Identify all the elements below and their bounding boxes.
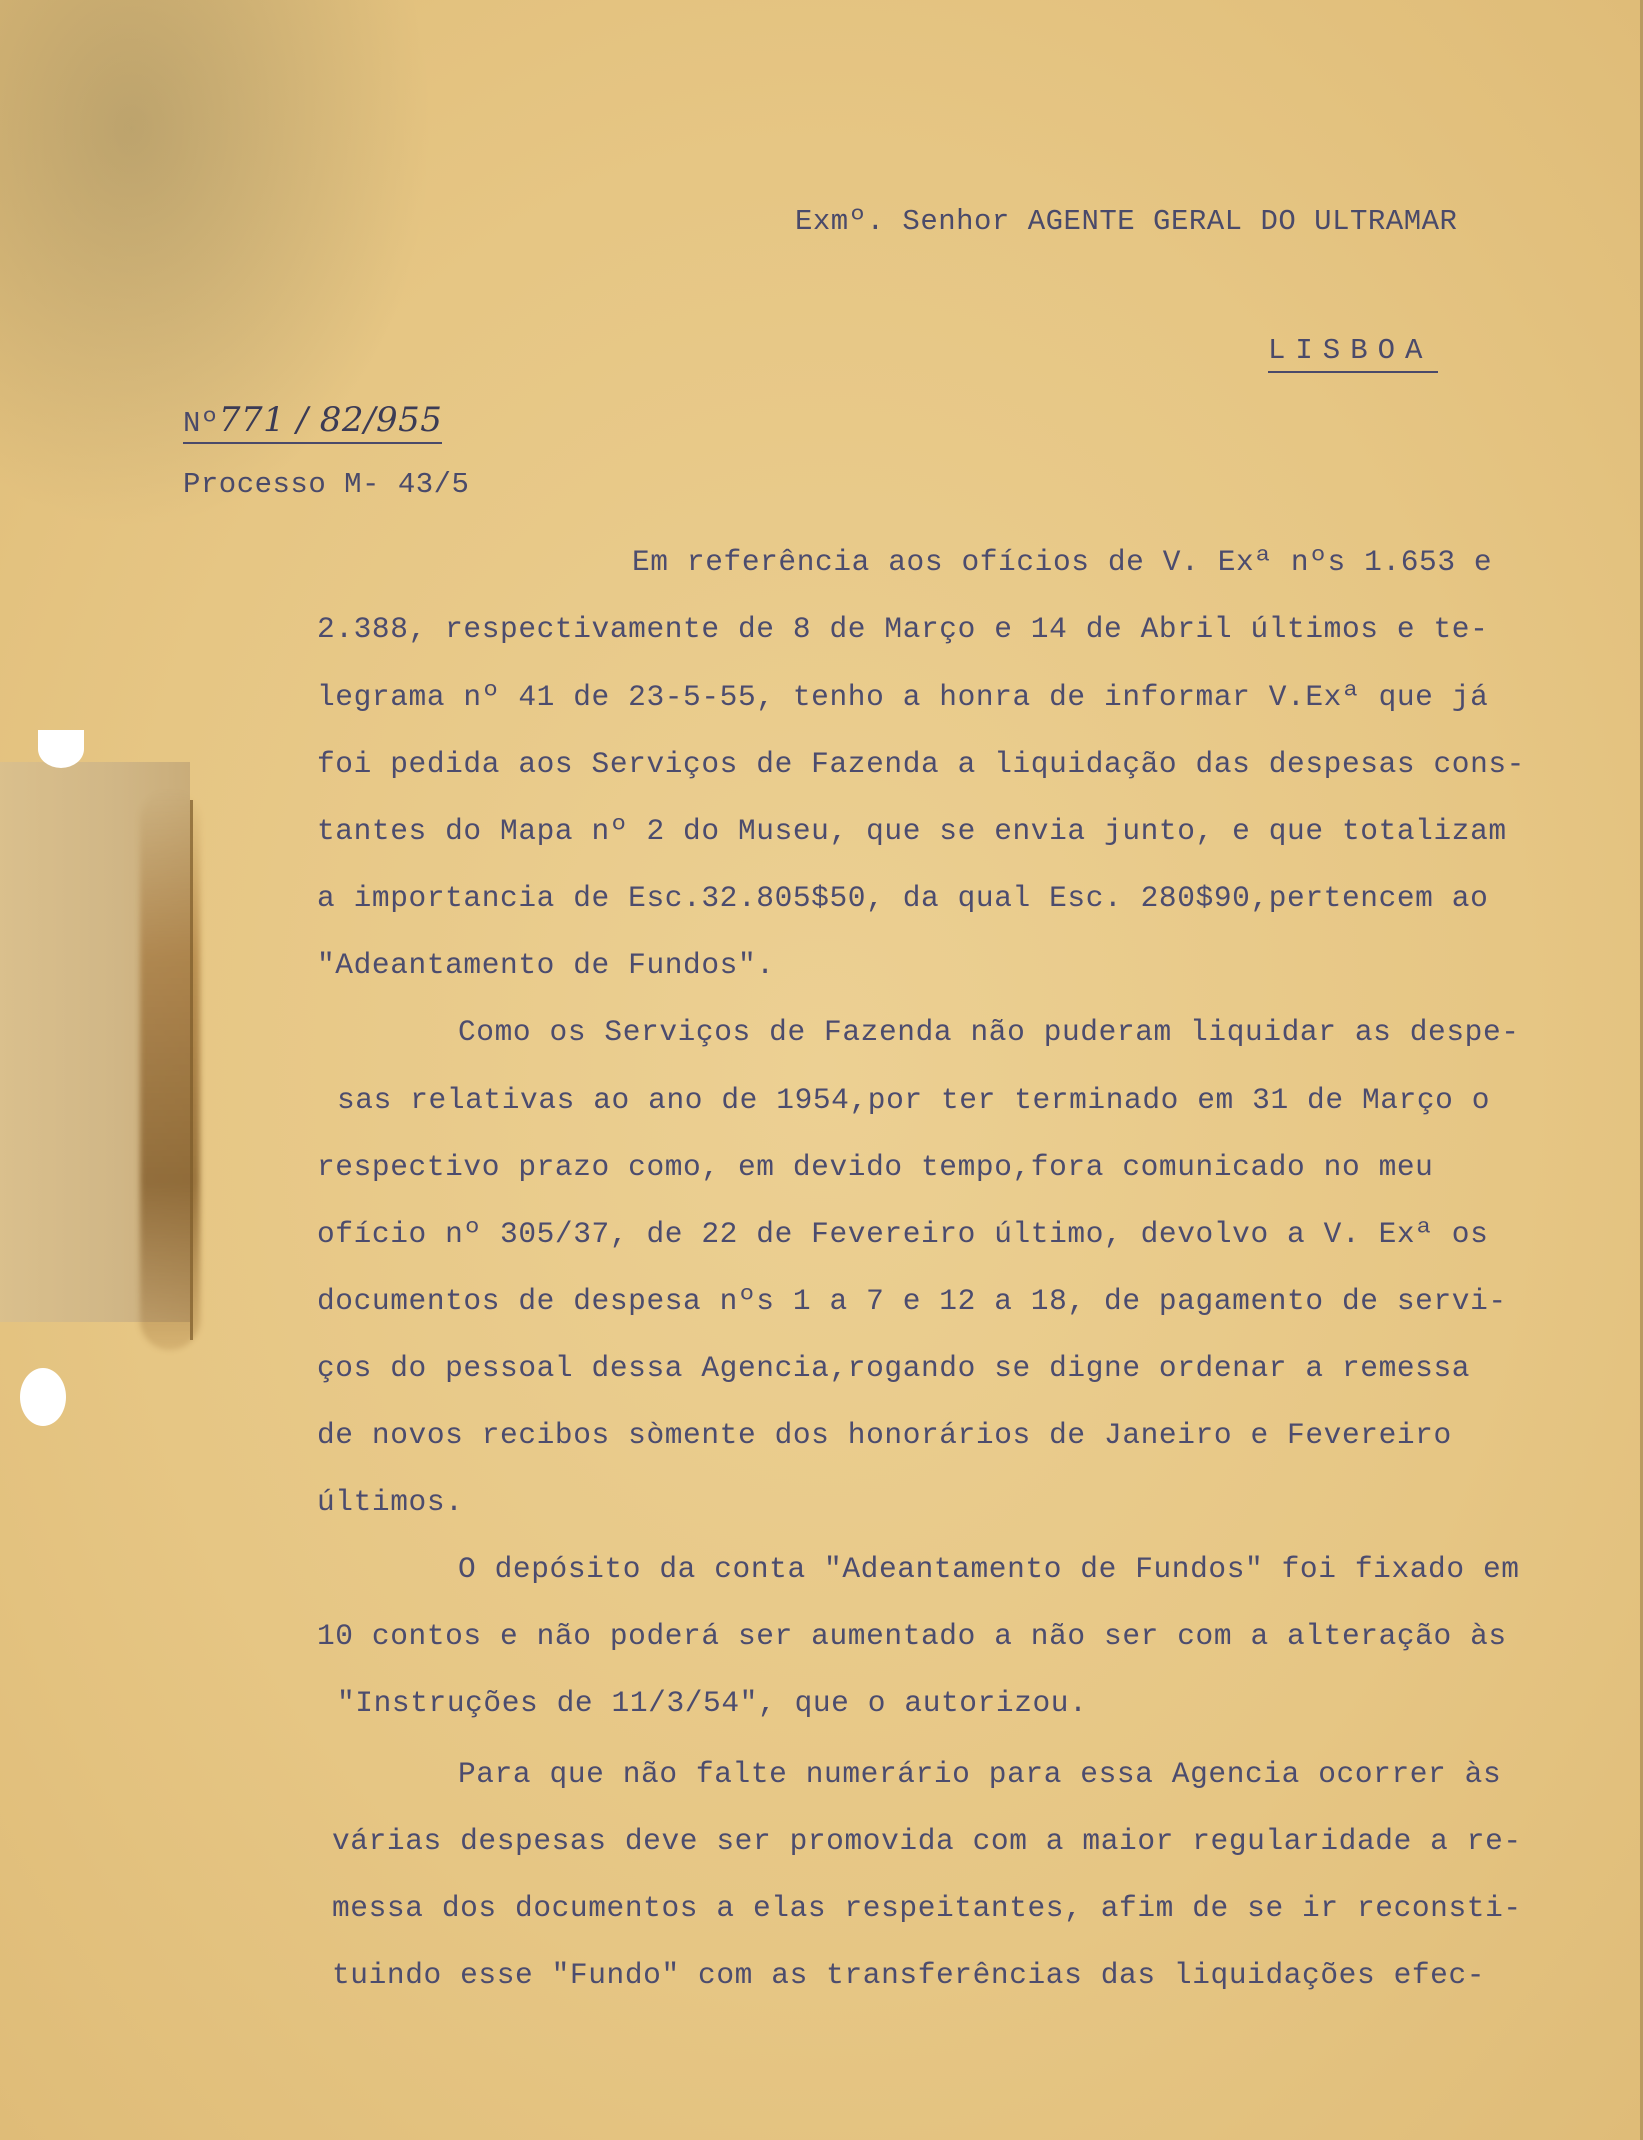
body-line: O depósito da conta "Adeantamento de Fundos" foi fixado em — [458, 1552, 1520, 1586]
reference-number — [183, 400, 442, 444]
city-heading: LISBOA — [1268, 334, 1438, 373]
body-line: sas relativas ao ano de 1954,por ter terminado em 31 de Março o — [337, 1083, 1491, 1117]
body-line: "Instruções de 11/3/54", que o autorizou. — [337, 1686, 1088, 1720]
body-line: foi pedida aos Serviços de Fazenda a liquidação das despesas cons- — [317, 747, 1525, 781]
body-line: várias despesas deve ser promovida com a maior regularidade a re- — [332, 1824, 1522, 1858]
body-line: últimos. — [317, 1485, 464, 1519]
body-line: Para que não falte numerário para essa Agencia ocorrer às — [458, 1757, 1502, 1791]
body-line: respectivo prazo como, em devido tempo,fora comunicado no meu — [317, 1150, 1434, 1184]
punch-hole — [38, 730, 84, 768]
body-line: Em referência aos ofícios de V. Exª nºs 1.653 e — [632, 545, 1493, 579]
body-line: de novos recibos sòmente dos honorários de Janeiro e Fevereiro — [317, 1418, 1452, 1452]
fold-line — [190, 800, 193, 1340]
body-line: a importancia de Esc.32.805$50, da qual Esc. 280$90,pertencem ao — [317, 881, 1489, 915]
body-line: 10 contos e não poderá ser aumentado a não ser com a alteração às — [317, 1619, 1507, 1653]
body-line: 2.388, respectivamente de 8 de Março e 14 de Abril últimos e te- — [317, 612, 1489, 646]
process-number: Processo M- 43/5 — [183, 468, 470, 501]
body-line: ofício nº 305/37, de 22 de Fevereiro último, devolvo a V. Exª os — [317, 1217, 1489, 1251]
body-line: ços do pessoal dessa Agencia,rogando se digne ordenar a remessa — [317, 1351, 1471, 1385]
reference-prefix: Nº — [183, 407, 219, 440]
addressee-line: Exmº. Senhor AGENTE GERAL DO ULTRAMAR — [795, 205, 1458, 238]
punch-hole — [20, 1368, 66, 1426]
body-line: Como os Serviços de Fazenda não puderam liquidar as despe- — [458, 1015, 1520, 1049]
body-line: messa dos documentos a elas respeitantes, afim de se ir reconsti- — [332, 1891, 1522, 1925]
body-line: legrama nº 41 de 23-5-55, tenho a honra de informar V.Exª que já — [317, 680, 1489, 714]
body-line: tantes do Mapa nº 2 do Museu, que se envia junto, e que totalizam — [317, 814, 1507, 848]
body-line: tuindo esse "Fundo" com as transferências das liquidações efec- — [332, 1958, 1486, 1992]
body-line: "Adeantamento de Fundos". — [317, 948, 775, 982]
body-line: documentos de despesa nºs 1 a 7 e 12 a 18, de pagamento de servi- — [317, 1284, 1507, 1318]
handwritten-number: 771 / 82/955 — [218, 400, 443, 440]
